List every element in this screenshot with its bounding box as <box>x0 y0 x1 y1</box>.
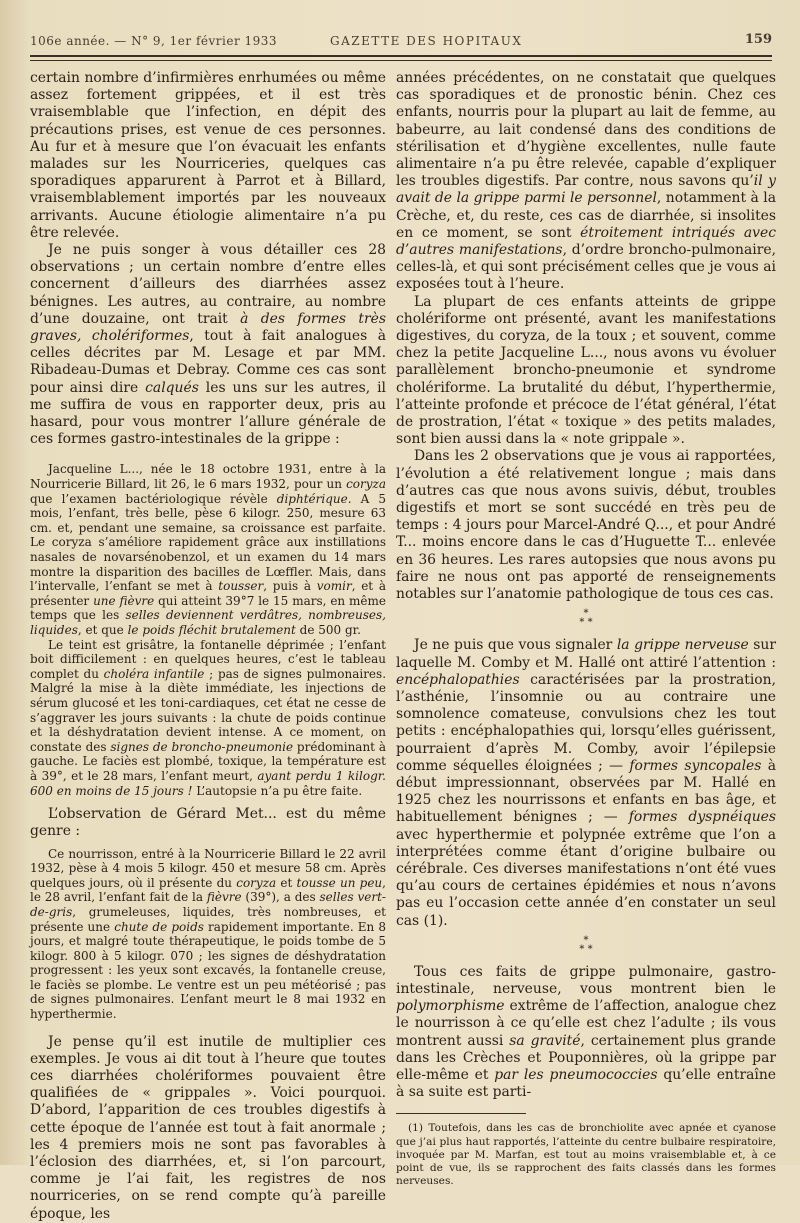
observation-lead: L’observation de Gérard Met... est du même genre : <box>30 806 386 840</box>
italic-run: selles deviennent verdâtres, nombreuses, liquides <box>30 608 386 637</box>
header-rule-thin <box>30 60 772 61</box>
italic-run: signes de broncho-pneumonie <box>110 739 294 754</box>
italic-run: une fièvre <box>93 593 155 608</box>
text-run: qu’elle entraîne à sa suite est parti- <box>396 1066 776 1101</box>
italic-run: diphtérique <box>276 491 348 506</box>
case-observation <box>30 462 386 637</box>
text-run: Je ne puis que vous signaler <box>414 637 617 654</box>
text-run: L’autopsie n’a pu être faite. <box>192 783 363 798</box>
text-run: Le teint est grisâtre, la fontanelle déprimée ; l’enfant boit difficilement : en quelques heures, c’est le tableau complet du <box>30 637 386 681</box>
italic-run: sa gravité <box>509 1032 581 1049</box>
paragraph: Je pense qu’il est inutile de multiplier ces exemples. Je vous ai dit tout à l’heure que toutes ces diarrhées cholériformes pouvaient être qualifiées de « grippales ». Voici pourquoi. D’abord, l’apparition de ces troubles digestifs à cette époque de l’année est tout à fait anormale ; les 4 premiers mois ne sont pas favorables à l’éclosion des diarrhées, et, si l’on parcourt, comme je l’ai fait, les registres de nos nourriceries, on se rend compte qu’à pareille époque, les <box>30 1033 386 1222</box>
italic-run: polymorphisme <box>396 998 505 1015</box>
text-run: Jacqueline L..., née le 18 octobre 1931, entre à la Nourricerie Billard, lit 26, le 6 mars 1932, pour un <box>30 462 386 492</box>
text-run: , le 28 avril, l’enfant fait de la <box>30 875 386 905</box>
section-separator: * * * <box>579 608 593 629</box>
text-run: , et à présenter <box>30 579 386 608</box>
text-run: prédominant à gauche. Le faciès est plombé, toxique, la température est à 39°, et le 28 mars, l’enfant meurt, <box>30 739 386 783</box>
text-run: de 500 gr. <box>295 623 361 637</box>
italic-run: à des formes très graves, cholériformes <box>30 310 386 345</box>
italic-run: tousser <box>218 579 264 594</box>
paragraph <box>396 70 776 294</box>
italic-run: coryza <box>346 477 386 492</box>
italic-run: étroitement intriqués avec d’autres manifestations <box>396 224 777 259</box>
page-header <box>30 30 772 52</box>
italic-run: encéphalopathies <box>396 671 520 688</box>
text-run: , d’ordre broncho-pulmonaire, celles-là, et qui sont précisément celles que je vous ai exposées tout à l’heure. <box>396 242 776 293</box>
issue-info: 106e année. — N° 9, 1er février 1933 <box>30 34 278 48</box>
italic-run: ayant perdu 1 kilogr. 600 en moins de 15 jours ! <box>30 768 386 798</box>
italic-run: tousse un peu <box>296 875 383 890</box>
italic-run: le poids fléchit brutalement <box>127 623 296 637</box>
text-run: rapidement importante. En 8 jours, et malgré toute thérapeutique, le poids tombe de 5 kilogr. 800 à 5 kilogr. 070 ; les signes de déshydratation progressent : les yeux sont excavés, la fontanelle creuse, le faciès se plombe. Le ventre est un peu météorisé ; pas de signes pulmonaires. L’enfant meurt le 8 mai 1932 en hyperthermie. <box>30 919 386 1022</box>
italic-run: formes syncopales <box>629 757 762 774</box>
text-run: ; pas de signes pulmonaires. Malgré la mise à la diète immédiate, les injections de sérum glucosé et les toni-cardiaques, cet état ne cesse de s’aggraver les jours suivants : la chute de poids continue et la déshydratation devient intense. A ce moment, on constate des <box>30 666 387 754</box>
text-run: , puis à <box>263 579 317 594</box>
paragraph: La plupart de ces enfants atteints de grippe cholériforme ont présenté, avant les manifestations digestives, du coryza, de la toux ; et souvent, comme chez la petite Jacqueline L..., nous avons vu évoluer parallèlement broncho-pneumonie et syndrome cholériforme. La brutalité du début, l’hyperthermie, l’atteinte profonde et précoce de l’état général, l’état de prostration, l’état « toxique » des petits malades, sont bien aussi dans la « note grippale ». <box>396 293 776 448</box>
left-column <box>30 70 387 1222</box>
italic-run: par les pneumococcies <box>494 1066 658 1083</box>
text-run: extrême de l’affection, analogue chez le nourrisson à ce qu’elle est chez l’adulte ; ils vous montrent aussi <box>396 998 776 1049</box>
italic-run: calqués <box>145 379 199 396</box>
footnote-rule <box>396 1113 526 1114</box>
journal-title: GAZETTE DES HOPITAUX <box>330 34 523 48</box>
text-run: et <box>276 875 297 890</box>
text-run: , tout à fait analogues à celles décrites par M. Lesage et par MM. Ribadeau-Dumas et Debray. Comme ces cas sont pour ainsi dire <box>30 328 386 396</box>
paragraph: certain nombre d’infirmières enrhumées ou même assez fortement grippées, et il est très vraisemblable que l’infection, en dépit des précautions prises, est venue de ces personnes. Au fur et à mesure que l’on évacuait les enfants malades sur les Nourriceries, quelques cas sporadiques apparurent à Parrot et à Billard, vraisemblablement importés par les nouveaux arrivants. Aucune étiologie alimentaire n’a pu être relevée. <box>30 70 386 241</box>
text-run: avec hyperthermie et polypnée extrême que l’on a interprétées comme étant d’origine bulbaire ou cérébrale. Ces diverses manifestations n’ont été vues qu’au cours de certaines épidémies et nous n’avons pas eu l’occasion cette année d’en constater un seul cas (1). <box>396 826 776 929</box>
text-run: que l’examen bactériologique révèle <box>30 491 277 506</box>
text-run: caractérisées par la prostration, l’asthénie, l’insomnie ou au contraire une somnolence comateuse, convulsions chez les tout petits : encéphalopathies qui, lorsqu’elles guérissent, pourraient d’après M. Comby, avoir l’épilepsie comme séquelles éloignées ; — <box>396 671 776 774</box>
header-rule-thick <box>30 55 772 57</box>
italic-run: chute de poids <box>114 919 204 934</box>
italic-run: vomir <box>316 579 352 594</box>
text-run: , certainement plus grande dans les Crèches et Pouponnières, où la grippe par elle-même et <box>396 1032 776 1083</box>
section-separator: * * * <box>579 934 593 955</box>
italic-run: la grippe nerveuse <box>616 637 749 654</box>
text-run: (39°), a des <box>241 890 320 905</box>
text-run: . A 5 mois, l’enfant, très belle, pèse 6 kilogr. 250, mesure 63 cm. et, pendant une semaine, sa croissance est parfaite. Le coryza s’améliore rapidement grâce aux instillations nasales de novarsénobenzol, et un examen du 14 mars montre la disparition des bacilles de Lœffler. Mais, dans l’intervalle, l’enfant se met à <box>30 491 386 594</box>
text-run: Tous ces faits de grippe pulmonaire, gastro-intestinale, nerveuse, vous montrent bien le <box>396 963 776 997</box>
case-observation <box>30 847 386 1022</box>
text-run: années précédentes, on ne constatait que quelques cas sporadiques et de pronostic bénin. Chez ces enfants, nourris pour la plupart au lait de femme, au babeurre, au lait condensé dans des conditions de stérilisation et d’hygiène excellentes, nulle faute alimentaire n’a pu être relevée, capable d’expliquer les troubles digestifs. Par contre, nous savons qu’ <box>396 70 776 190</box>
footnote: (1) Toutefois, dans les cas de bronchiolite avec apnée et cyanose que j’ai plus haut rapportés, l’atteinte du centre bulbaire respiratoire, invoquée par M. Marfan, est tout au moins vraisemblable et, à ce point de vue, ils se rapprochent des faits classés dans les formes nerveuses. <box>396 1122 776 1188</box>
italic-run: choléra infantile <box>103 666 205 681</box>
italic-run: fièvre <box>206 890 242 905</box>
text-run: qui atteint 39°7 le 15 mars, en même temps que les <box>30 593 386 623</box>
case-observation <box>30 638 386 799</box>
text-run: Ce nourrisson, entré à la Nourricerie Billard le 22 avril 1932, pèse à 4 mois 5 kilogr. 450 et mesure 58 cm. Après quelques jours, où il présente du <box>30 846 386 890</box>
paragraph <box>396 637 776 929</box>
italic-run: il y avait de la grippe parmi le personnel <box>396 173 776 207</box>
paragraph <box>396 964 776 1102</box>
paragraph: Dans les 2 observations que je vous ai rapportées, l’évolution a été relativement longue ; mais dans d’autres cas que nous avons suivis, début, troubles digestifs et mort se sont succédé en très peu de temps : 4 jours pour Marcel-André Q..., et pour André T... moins encore dans le cas d’Huguette T... enlevée en 36 heures. Les rares autopsies que nous avons pu faire ne nous ont pas apporté de renseignements notables sur l’anatomie pathologique de tous ces cas. <box>396 448 776 603</box>
page-number: 159 <box>744 32 772 47</box>
text-run: , notamment à la Crèche, et, du reste, ces cas de diarrhée, si insolites en ce moment, se sont <box>396 190 776 241</box>
paragraph <box>30 242 386 448</box>
italic-run: coryza <box>236 875 277 890</box>
italic-run: formes dyspnéiques <box>628 809 776 826</box>
text-run: , grumeleuses, liquides, très nombreuses, et présente une <box>30 904 386 934</box>
text-run: à début impressionnant, observées par M. Hallé en 1925 chez les nourrissons et enfants en bas âge, et habituellement bénignes ; — <box>396 757 776 826</box>
right-column <box>396 70 777 1188</box>
italic-run: selles vert-de-gris <box>30 890 386 919</box>
text-run: les uns sur les autres, il me suffira de vous en rapporter deux, pris au hasard, pour vous montrer l’allure générale de ces formes gastro-intestinales de la grippe : <box>30 379 386 448</box>
text-run: Je ne puis songer à vous détailler ces 28 observations ; un certain nombre d’entre elles concernent d’ailleurs des diarrhées assez bénignes. Les autres, au contraire, au nombre d’une douzaine, ont trait <box>30 242 386 327</box>
text-run: sur laquelle M. Comby et M. Hallé ont attiré l’attention : <box>396 637 776 671</box>
text-run: , et que <box>77 623 128 637</box>
